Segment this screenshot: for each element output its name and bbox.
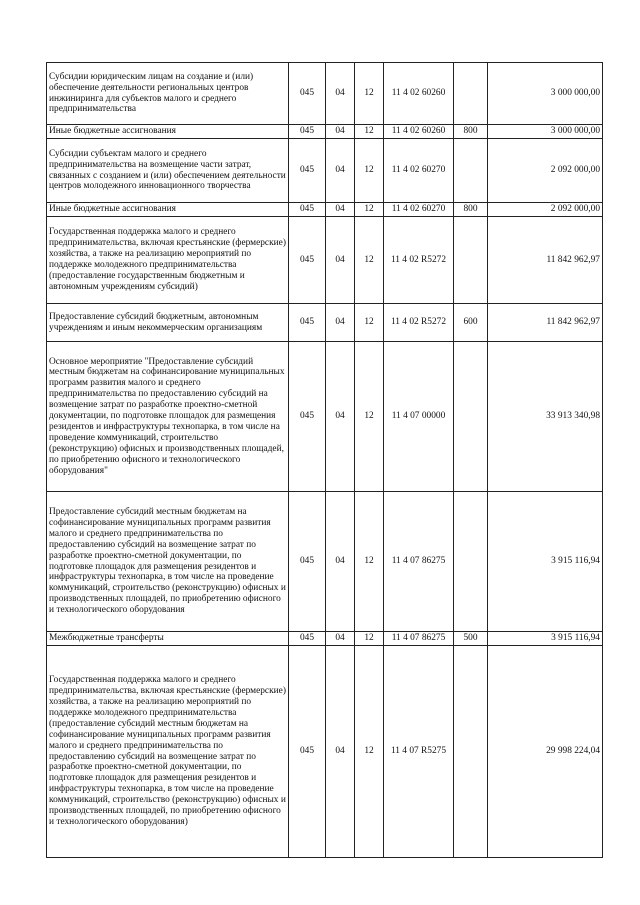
amount: 33 913 340,98 xyxy=(488,342,603,492)
section-code: 04 xyxy=(326,342,355,492)
table-row xyxy=(47,125,603,139)
section-code: 04 xyxy=(326,203,355,217)
ministry-code: 045 xyxy=(289,632,326,646)
amount: 29 998 224,04 xyxy=(488,646,603,858)
subsection-code: 12 xyxy=(355,63,384,125)
ministry-code: 045 xyxy=(289,646,326,858)
table-row xyxy=(47,203,603,217)
expense-type-code: 500 xyxy=(454,632,488,646)
amount: 11 842 962,97 xyxy=(488,217,603,304)
row-name: Субсидии юридическим лицам на создание и (или) обеспечение деятельности региональных центров инжиниринга для субъектов малого и среднего предпринимательства xyxy=(47,63,289,125)
budget-table xyxy=(46,62,603,858)
ministry-code: 045 xyxy=(289,139,326,203)
target-code: 11 4 02 60270 xyxy=(384,139,454,203)
target-code: 11 4 07 R5275 xyxy=(384,646,454,858)
section-code: 04 xyxy=(326,139,355,203)
table-row xyxy=(47,632,603,646)
row-name: Межбюджетные трансферты xyxy=(47,632,289,646)
row-name: Иные бюджетные ассигнования xyxy=(47,125,289,139)
expense-type-code xyxy=(454,139,488,203)
amount: 3 915 116,94 xyxy=(488,492,603,632)
budget-table-body xyxy=(47,63,603,858)
section-code: 04 xyxy=(326,646,355,858)
amount: 3 000 000,00 xyxy=(488,63,603,125)
expense-type-code xyxy=(454,217,488,304)
section-code: 04 xyxy=(326,217,355,304)
subsection-code: 12 xyxy=(355,217,384,304)
amount: 2 092 000,00 xyxy=(488,203,603,217)
expense-type-code: 600 xyxy=(454,304,488,342)
table-row xyxy=(47,342,603,492)
target-code: 11 4 07 00000 xyxy=(384,342,454,492)
row-name: Предоставление субсидий местным бюджетам на софинансирование муниципальных программ развития малого и среднего предпринимательства по предоставлению субсидий на возмещение затрат по разработке проектно-сметной документации, по подготовке площадок для размещения резидентов и инфраструктуры технопарка, в том числе на проведение коммуникаций, строительство (реконструкцию) офисных и производственных площадей, по приобретению офисного и технологического оборудования xyxy=(47,492,289,632)
subsection-code: 12 xyxy=(355,646,384,858)
table-row xyxy=(47,63,603,125)
table-row xyxy=(47,304,603,342)
ministry-code: 045 xyxy=(289,492,326,632)
subsection-code: 12 xyxy=(355,342,384,492)
subsection-code: 12 xyxy=(355,304,384,342)
table-row xyxy=(47,492,603,632)
target-code: 11 4 07 86275 xyxy=(384,632,454,646)
expense-type-code: 800 xyxy=(454,203,488,217)
target-code: 11 4 02 R5272 xyxy=(384,304,454,342)
section-code: 04 xyxy=(326,492,355,632)
section-code: 04 xyxy=(326,304,355,342)
expense-type-code xyxy=(454,646,488,858)
target-code: 11 4 02 60260 xyxy=(384,125,454,139)
table-row xyxy=(47,646,603,858)
subsection-code: 12 xyxy=(355,203,384,217)
expense-type-code xyxy=(454,63,488,125)
target-code: 11 4 07 86275 xyxy=(384,492,454,632)
row-name: Субсидии субъектам малого и среднего предпринимательства на возмещение части затрат, связанных с созданием и (или) обеспечением деятельности центров молодежного инновационного творчества xyxy=(47,139,289,203)
amount: 2 092 000,00 xyxy=(488,139,603,203)
subsection-code: 12 xyxy=(355,139,384,203)
row-name: Основное мероприятие "Предоставление субсидий местным бюджетам на софинансирование муниципальных программ развития малого и среднего предпринимательства по предоставлению субсидий на возмещение затрат по разработке проектно-сметной документации, по подготовке площадок для размещения резидентов и инфраструктуры технопарка, в том числе на проведение коммуникаций, строительство (реконструкцию) офисных и производственных площадей, по приобретению офисного и технологического оборудования" xyxy=(47,342,289,492)
budget-document-page xyxy=(46,62,602,858)
target-code: 11 4 02 60270 xyxy=(384,203,454,217)
amount: 11 842 962,97 xyxy=(488,304,603,342)
row-name: Государственная поддержка малого и среднего предпринимательства, включая крестьянские (фермерские) хозяйства, а также на реализацию мероприятий по поддержке молодежного предпринимательства (предоставление государственным бюджетным и автономным учреждениям субсидий) xyxy=(47,217,289,304)
expense-type-code xyxy=(454,342,488,492)
ministry-code: 045 xyxy=(289,217,326,304)
section-code: 04 xyxy=(326,632,355,646)
row-name: Государственная поддержка малого и среднего предпринимательства, включая крестьянские (фермерские) хозяйства, а также на реализацию мероприятий по поддержке молодежного предпринимательства (предоставление субсидий местным бюджетам на софинансирование муниципальных программ развития малого и среднего предпринимательства по предоставлению субсидий на возмещение затрат по разработке проектно-сметной документации, по подготовке площадок для размещения резидентов и инфраструктуры технопарка, в том числе на проведение коммуникаций, строительство (реконструкцию) офисных и производственных площадей, по приобретению офисного и технологического оборудования) xyxy=(47,646,289,858)
ministry-code: 045 xyxy=(289,125,326,139)
expense-type-code: 800 xyxy=(454,125,488,139)
ministry-code: 045 xyxy=(289,63,326,125)
section-code: 04 xyxy=(326,63,355,125)
target-code: 11 4 02 R5272 xyxy=(384,217,454,304)
ministry-code: 045 xyxy=(289,203,326,217)
section-code: 04 xyxy=(326,125,355,139)
table-row xyxy=(47,217,603,304)
ministry-code: 045 xyxy=(289,342,326,492)
row-name: Иные бюджетные ассигнования xyxy=(47,203,289,217)
subsection-code: 12 xyxy=(355,492,384,632)
amount: 3 915 116,94 xyxy=(488,632,603,646)
row-name: Предоставление субсидий бюджетным, автономным учреждениям и иным некоммерческим организациям xyxy=(47,304,289,342)
target-code: 11 4 02 60260 xyxy=(384,63,454,125)
expense-type-code xyxy=(454,492,488,632)
ministry-code: 045 xyxy=(289,304,326,342)
amount: 3 000 000,00 xyxy=(488,125,603,139)
table-row xyxy=(47,139,603,203)
subsection-code: 12 xyxy=(355,632,384,646)
subsection-code: 12 xyxy=(355,125,384,139)
